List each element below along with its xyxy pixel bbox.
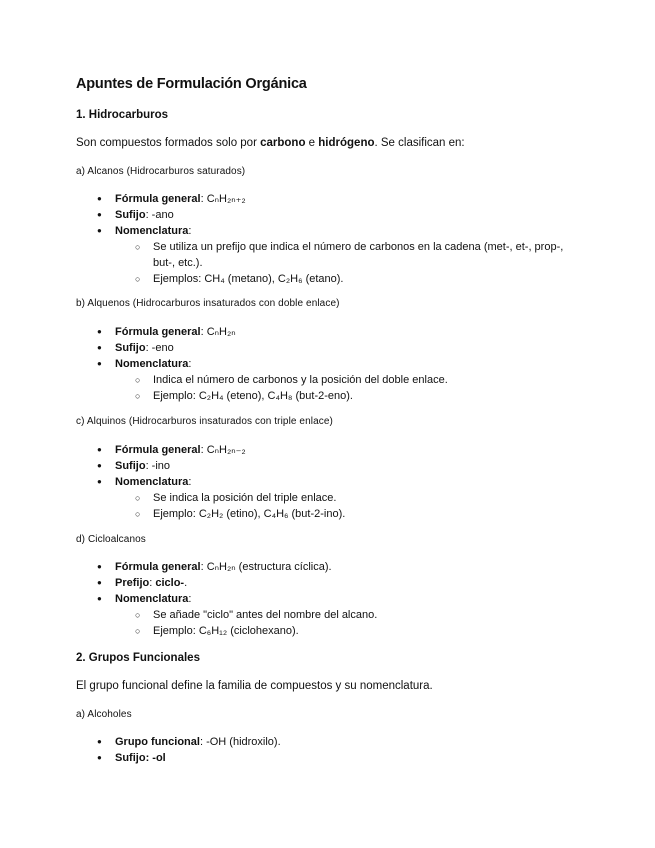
sublist-item: ○ Se añade "ciclo" antes del nombre del alcano.	[0, 607, 655, 623]
formula-label: Fórmula general	[115, 444, 201, 456]
intro-text: . Se clasifican en:	[374, 137, 465, 149]
sublist-alcanos	[115, 239, 655, 287]
list-item	[0, 734, 655, 750]
formula-label: Fórmula general	[115, 193, 201, 205]
suffix-label: Sufijo	[115, 752, 146, 764]
suffix-value: : -ano	[145, 209, 174, 221]
suffix-label: Sufijo	[115, 209, 146, 221]
list-item	[0, 207, 655, 223]
formula-label: Fórmula general	[115, 326, 201, 338]
nomenclature-colon: :	[188, 593, 192, 605]
intro-bold-hidrogeno: hidrógeno	[318, 137, 375, 149]
intro-paragraph-grupos: El grupo funcional define la familia de compuestos y su nomenclatura.	[76, 680, 433, 692]
list-item	[0, 340, 655, 356]
formula-value: : CₙH₂ₙ	[200, 326, 236, 338]
group-value: : -OH (hidroxilo).	[199, 736, 281, 748]
prefix-colon: :	[149, 577, 156, 589]
formula-value: : CₙH₂ₙ₊₂	[200, 193, 246, 205]
section-heading-hidrocarburos: 1. Hidrocarburos	[76, 109, 169, 121]
nomenclature-colon: :	[188, 225, 192, 237]
list-item	[0, 474, 655, 522]
sublist-alquinos	[115, 490, 655, 522]
nomenclature-colon: :	[188, 358, 192, 370]
formula-label: Fórmula general	[115, 561, 201, 573]
list-item	[0, 191, 655, 207]
list-item	[0, 591, 655, 639]
list-item	[0, 559, 655, 575]
sublist-item: ○ Ejemplo: C₂H₂ (etino), C₄H₆ (but-2-ino).	[0, 506, 655, 522]
sublist-item: ○ Ejemplo: C₆H₁₂ (ciclohexano).	[0, 623, 655, 639]
list-item	[0, 458, 655, 474]
suffix-label: Sufijo	[115, 342, 146, 354]
nomenclature-label: Nomenclatura	[115, 358, 189, 370]
subheading-cicloalcanos: d) Cicloalcanos	[76, 534, 146, 545]
formula-value: : CₙH₂ₙ₋₂	[200, 444, 246, 456]
suffix-value: : -ino	[145, 460, 171, 472]
nomenclature-label: Nomenclatura	[115, 476, 189, 488]
suffix-label: Sufijo	[115, 460, 146, 472]
prefix-value: ciclo-	[155, 577, 185, 589]
formula-value: : CₙH₂ₙ (estructura cíclica).	[200, 561, 332, 573]
list-alcanos	[0, 191, 655, 287]
list-item	[0, 324, 655, 340]
sublist-item: ○ Indica el número de carbonos y la posición del doble enlace.	[0, 372, 655, 388]
subheading-alquenos: b) Alquenos (Hidrocarburos insaturados con doble enlace)	[76, 298, 340, 309]
list-item	[0, 223, 655, 287]
intro-text: e	[305, 137, 319, 149]
subheading-alquinos: c) Alquinos (Hidrocarburos insaturados con triple enlace)	[76, 416, 333, 427]
suffix-value: : -ol	[145, 752, 166, 764]
sublist-cicloalcanos	[115, 607, 655, 639]
list-alcoholes	[0, 734, 655, 766]
group-label: Grupo funcional	[115, 736, 200, 748]
list-item	[0, 356, 655, 404]
intro-bold-carbono: carbono	[260, 137, 306, 149]
prefix-label: Prefijo	[115, 577, 150, 589]
list-item	[0, 442, 655, 458]
list-item	[0, 750, 655, 766]
sublist-item: ○ Ejemplos: CH₄ (metano), C₂H₆ (etano).	[0, 271, 655, 287]
intro-text: Son compuestos formados solo por	[76, 137, 261, 149]
section-heading-grupos-funcionales: 2. Grupos Funcionales	[76, 652, 200, 664]
nomenclature-label: Nomenclatura	[115, 593, 189, 605]
document-title: Apuntes de Formulación Orgánica	[76, 76, 307, 92]
suffix-value: : -eno	[145, 342, 174, 354]
list-cicloalcanos	[0, 559, 655, 639]
intro-paragraph-hidrocarburos	[76, 137, 465, 149]
subheading-alcoholes: a) Alcoholes	[76, 709, 132, 720]
sublist-item: ○ Se utiliza un prefijo que indica el número de carbonos en la cadena (met-, et-, prop-, but-, etc.).	[0, 239, 655, 271]
sublist-item: ○ Ejemplo: C₂H₄ (eteno), C₄H₈ (but-2-eno).	[0, 388, 655, 404]
list-alquinos	[0, 442, 655, 522]
subheading-alcanos: a) Alcanos (Hidrocarburos saturados)	[76, 166, 246, 177]
nomenclature-colon: :	[188, 476, 192, 488]
list-item	[0, 575, 655, 591]
sublist-alquenos	[115, 372, 655, 404]
sublist-item: ○ Se indica la posición del triple enlace.	[0, 490, 655, 506]
nomenclature-label: Nomenclatura	[115, 225, 189, 237]
list-alquenos	[0, 324, 655, 404]
prefix-end: .	[184, 577, 188, 589]
